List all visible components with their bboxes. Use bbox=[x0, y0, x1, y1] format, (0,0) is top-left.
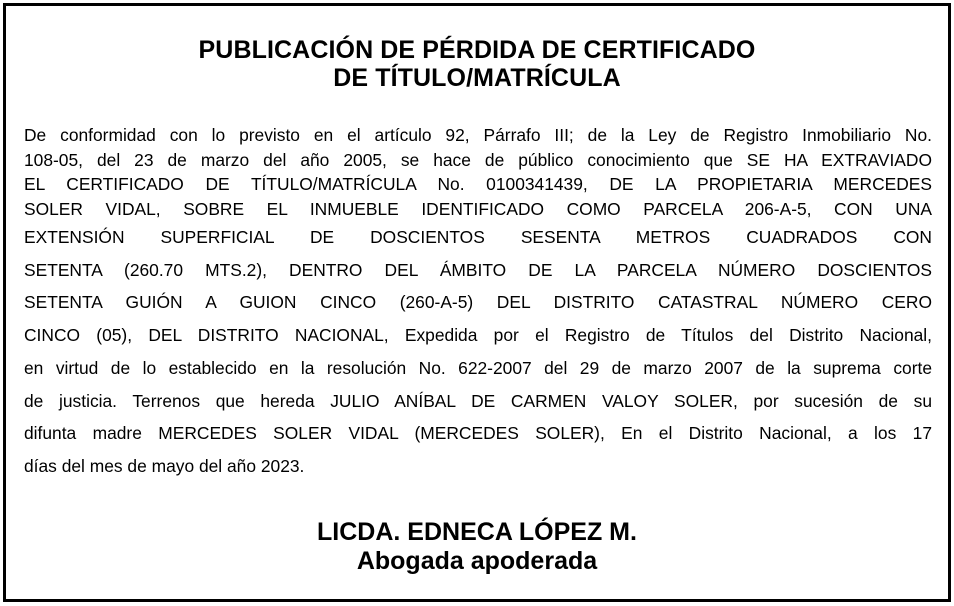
body-line: CINCO (05), DEL DISTRITO NACIONAL, Expedida por el Registro de Títulos del Distrito Nacional, bbox=[24, 325, 932, 346]
notice-title bbox=[6, 36, 948, 92]
title-line-1: PUBLICACIÓN DE PÉRDIDA DE CERTIFICADO bbox=[198, 36, 756, 64]
notice-body bbox=[24, 123, 932, 483]
signature-block bbox=[6, 518, 948, 576]
body-line: 108-05, del 23 de marzo del año 2005, se hace de público conocimiento que SE HA EXTRAVIADO bbox=[24, 149, 932, 170]
body-line: SETENTA GUIÓN A GUION CINCO (260-A-5) DEL DISTRITO CATASTRAL NÚMERO CERO bbox=[24, 292, 932, 313]
body-line: de justicia. Terrenos que hereda JULIO ANÍBAL DE CARMEN VALOY SOLER, por sucesión de su bbox=[24, 390, 932, 411]
signer-role: Abogada apoderada bbox=[356, 547, 598, 575]
body-line: en virtud de lo establecido en la resolución No. 622-2007 del 29 de marzo 2007 de la suprema corte bbox=[24, 357, 932, 378]
body-line: SOLER VIDAL, SOBRE EL INMUEBLE IDENTIFICADO COMO PARCELA 206-A-5, CON UNA bbox=[24, 198, 932, 219]
title-line-2: DE TÍTULO/MATRÍCULA bbox=[333, 64, 621, 92]
signer-name: LICDA. EDNECA LÓPEZ M. bbox=[317, 518, 637, 546]
body-line: EL CERTIFICADO DE TÍTULO/MATRÍCULA No. 0100341439, DE LA PROPIETARIA MERCEDES bbox=[24, 174, 932, 194]
body-line: días del mes de mayo del año 2023. bbox=[24, 455, 305, 476]
body-line: difunta madre MERCEDES SOLER VIDAL (MERCEDES SOLER), En el Distrito Nacional, a los 17 bbox=[24, 423, 932, 444]
body-line: SETENTA (260.70 MTS.2), DENTRO DEL ÁMBITO DE LA PARCELA NÚMERO DOSCIENTOS bbox=[24, 259, 932, 280]
body-line: EXTENSIÓN SUPERFICIAL DE DOSCIENTOS SESENTA METROS CUADRADOS CON bbox=[24, 227, 932, 247]
body-line: De conformidad con lo previsto en el artículo 92, Párrafo III; de la Ley de Registro Inmobiliario No. bbox=[24, 125, 932, 145]
notice-frame bbox=[3, 3, 951, 602]
